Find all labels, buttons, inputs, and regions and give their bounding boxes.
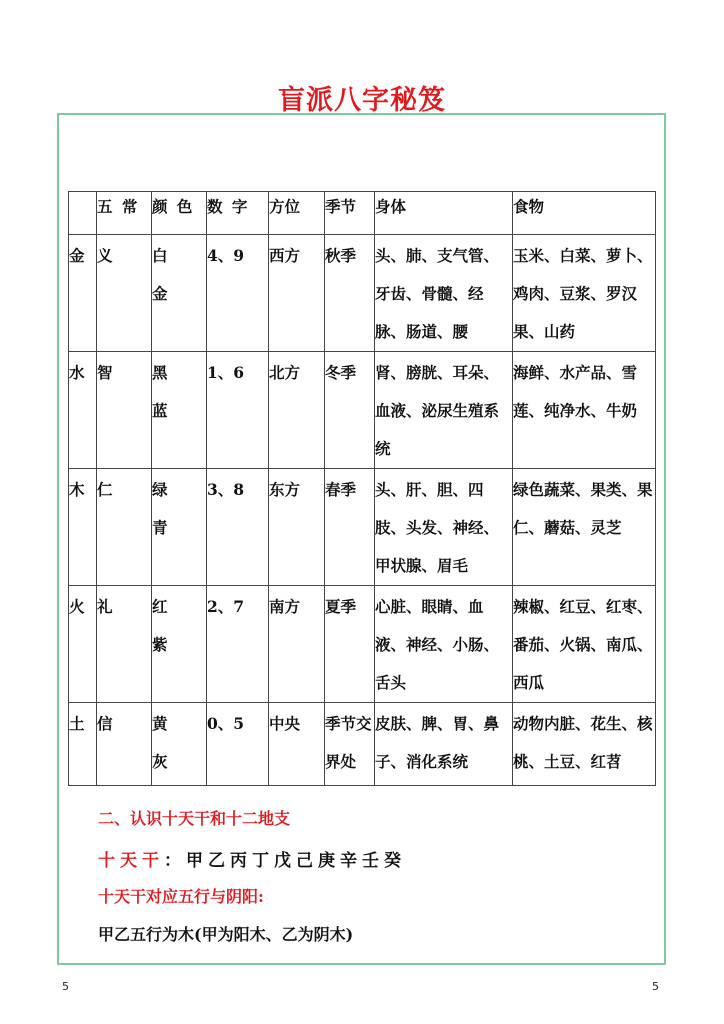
five-elements-table	[68, 191, 656, 786]
document-title: 盲派八字秘笈	[278, 85, 446, 116]
cell-food: 辣椒、红豆、红枣、番茄、火锅、南瓜、西瓜	[513, 586, 656, 703]
table-row-metal	[69, 235, 656, 352]
header-cell-direction: 方位	[269, 192, 325, 235]
cell-color: 白金	[152, 235, 207, 352]
header-cell-empty	[69, 192, 97, 235]
cell-virtue: 智	[97, 352, 152, 469]
cell-virtue: 信	[97, 703, 152, 786]
cell-virtue: 礼	[97, 586, 152, 703]
cell-number: 1、6	[207, 352, 269, 469]
cell-direction: 东方	[269, 469, 325, 586]
cell-element: 水	[69, 352, 97, 469]
header-cell-season: 季节	[325, 192, 375, 235]
cell-number: 4、9	[207, 235, 269, 352]
cell-season: 秋季	[325, 235, 375, 352]
cell-food: 海鲜、水产品、雪莲、纯净水、牛奶	[513, 352, 656, 469]
cell-direction: 西方	[269, 235, 325, 352]
header-cell-virtue: 五 常	[97, 192, 152, 235]
cell-element: 土	[69, 703, 97, 786]
header-cell-number: 数 字	[207, 192, 269, 235]
cell-color: 黄灰	[152, 703, 207, 786]
table-row-wood	[69, 469, 656, 586]
tiangan-line	[98, 846, 406, 871]
header-cell-color: 颜 色	[152, 192, 207, 235]
cell-season: 春季	[325, 469, 375, 586]
table-header-row	[69, 192, 656, 235]
cell-direction: 中央	[269, 703, 325, 786]
jiayi-line: 甲乙五行为木(甲为阳木、乙为阴木)	[98, 925, 354, 944]
cell-season: 夏季	[325, 586, 375, 703]
cell-food: 绿色蔬菜、果类、果仁、蘑菇、灵芝	[513, 469, 656, 586]
cell-color: 红紫	[152, 586, 207, 703]
table-row-fire	[69, 586, 656, 703]
section-heading-stems-branches: 二、认识十天干和十二地支	[98, 809, 291, 828]
table-row-water	[69, 352, 656, 469]
cell-color: 黑蓝	[152, 352, 207, 469]
cell-element: 木	[69, 469, 97, 586]
page-number-left: 5	[62, 980, 69, 993]
cell-element: 金	[69, 235, 97, 352]
cell-body: 肾、膀胱、耳朵、血液、泌尿生殖系统	[375, 352, 513, 469]
header-cell-body: 身体	[375, 192, 513, 235]
header-cell-food: 食物	[513, 192, 656, 235]
wuxing-heading: 十天干对应五行与阴阳:	[98, 887, 264, 906]
cell-color: 绿青	[152, 469, 207, 586]
cell-virtue: 仁	[97, 469, 152, 586]
cell-number: 0、5	[207, 703, 269, 786]
cell-direction: 北方	[269, 352, 325, 469]
cell-body: 头、肝、胆、四肢、头发、神经、甲状腺、眉毛	[375, 469, 513, 586]
tiangan-label: 十天干	[98, 851, 164, 871]
table-row-earth	[69, 703, 656, 786]
cell-food: 玉米、白菜、萝卜、鸡肉、豆浆、罗汉果、山药	[513, 235, 656, 352]
cell-body: 头、肺、支气管、牙齿、骨髓、经脉、肠道、腰	[375, 235, 513, 352]
cell-number: 3、8	[207, 469, 269, 586]
cell-number: 2、7	[207, 586, 269, 703]
cell-direction: 南方	[269, 586, 325, 703]
cell-virtue: 义	[97, 235, 152, 352]
cell-element: 火	[69, 586, 97, 703]
page-number-right: 5	[652, 980, 659, 993]
cell-body: 心脏、眼睛、血液、神经、小肠、舌头	[375, 586, 513, 703]
cell-season: 冬季	[325, 352, 375, 469]
cell-body: 皮肤、脾、胃、鼻子、消化系统	[375, 703, 513, 786]
tiangan-list: ：甲乙丙丁戊己庚辛壬癸	[164, 851, 406, 871]
cell-food: 动物内脏、花生、核桃、土豆、红苕	[513, 703, 656, 786]
cell-season: 季节交界处	[325, 703, 375, 786]
